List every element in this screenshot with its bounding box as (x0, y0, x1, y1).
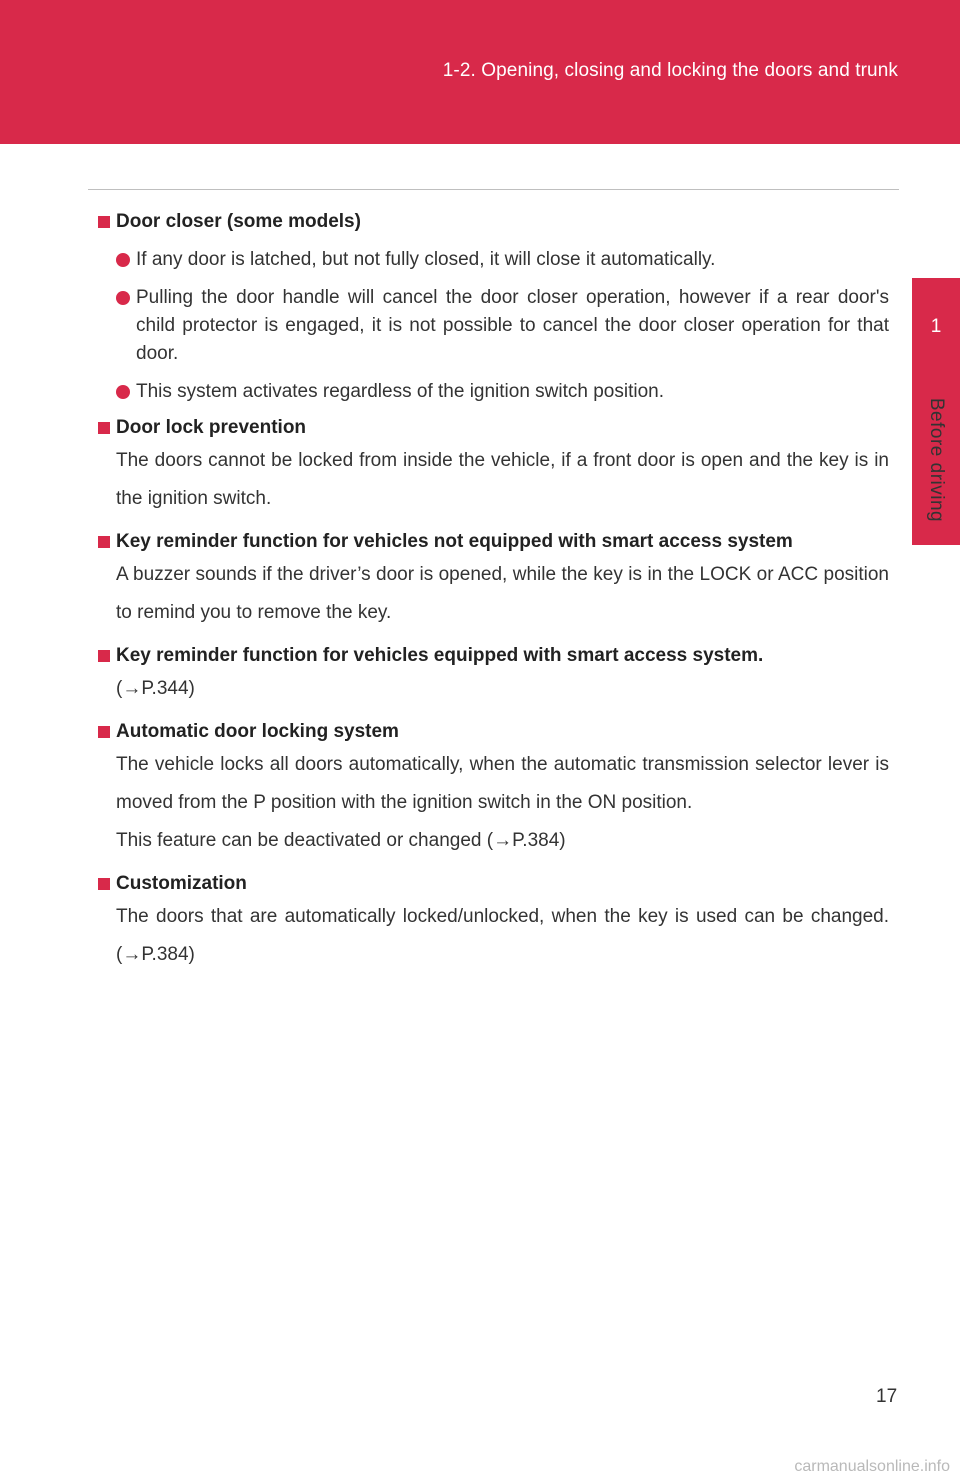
paragraph: A buzzer sounds if the driver’s door is opened, while the key is in the LOCK or ACC position to remind you to remove the key. (116, 564, 889, 623)
watermark: carmanualsonline.info (794, 1458, 950, 1475)
square-bullet-icon (98, 422, 110, 434)
heading-customization (96, 870, 889, 898)
square-bullet-icon (98, 726, 110, 738)
header-band (0, 0, 960, 144)
heading-text: Key reminder function for vehicles not equipped with smart access system (116, 531, 793, 552)
divider (88, 189, 899, 190)
paragraph: The doors cannot be locked from inside the vehicle, if a front door is open and the key is in the ignition switch. (116, 450, 889, 509)
square-bullet-icon (98, 216, 110, 228)
paragraph: The doors that are automatically locked/unlocked, when the key is used can be changed. (→P.384) (116, 906, 889, 965)
bullet-text: This system activates regardless of the ignition switch position. (136, 381, 665, 402)
heading-door-closer (96, 208, 889, 236)
circle-bullet-icon (116, 253, 130, 267)
page-content (96, 208, 889, 974)
square-bullet-icon (98, 650, 110, 662)
list-item (96, 378, 889, 406)
paragraph: The vehicle locks all doors automatically, when the automatic transmission selector lever is moved from the P position with the ignition switch in the ON position. (116, 754, 889, 813)
page-reference: (→P.344) (116, 678, 195, 699)
bullet-text: If any door is latched, but not fully closed, it will close it automatically. (136, 249, 716, 270)
section-title: 1-2. Opening, closing and locking the doors and trunk (442, 60, 898, 81)
circle-bullet-icon (116, 291, 130, 305)
heading-text: Key reminder function for vehicles equipped with smart access system. (116, 645, 764, 666)
circle-bullet-icon (116, 385, 130, 399)
heading-key-reminder-equipped (96, 642, 889, 670)
heading-text: Customization (116, 873, 247, 894)
square-bullet-icon (98, 878, 110, 890)
paragraph: This feature can be deactivated or changed (→P.384) (116, 830, 566, 851)
heading-text: Automatic door locking system (116, 721, 399, 742)
bullet-text: Pulling the door handle will cancel the door closer operation, however if a rear door's child protector is engaged, it is not possible to cancel the door closer operation for that door. (136, 287, 889, 364)
chapter-label: Before driving (926, 397, 947, 523)
heading-text: Door lock prevention (116, 417, 307, 438)
square-bullet-icon (98, 536, 110, 548)
heading-automatic-door-locking (96, 718, 889, 746)
heading-key-reminder-not-equipped (96, 528, 889, 556)
heading-door-lock-prevention (96, 414, 889, 442)
chapter-number: 1 (930, 316, 942, 337)
heading-text: Door closer (some models) (116, 211, 361, 232)
page-number: 17 (876, 1386, 898, 1407)
list-item (96, 246, 889, 274)
list-item (96, 284, 889, 368)
